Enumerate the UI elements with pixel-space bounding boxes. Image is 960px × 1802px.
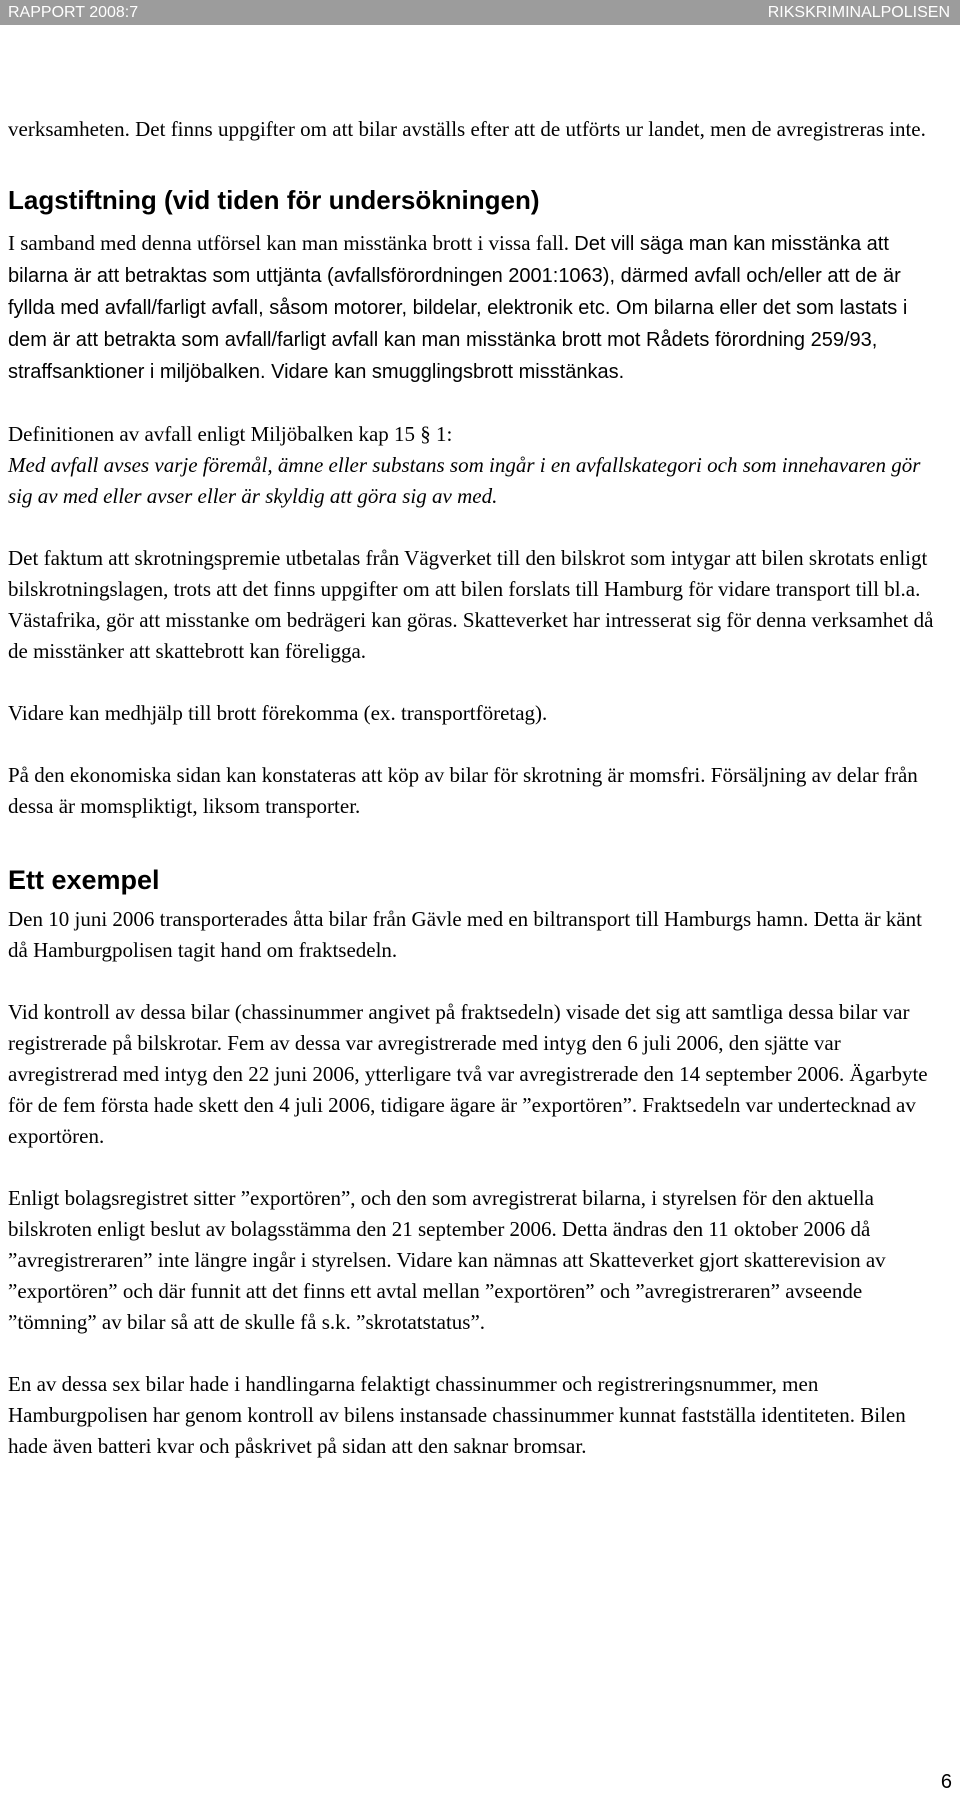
paragraph-continuation: verksamheten. Det finns uppgifter om att bilar avställs efter att de utförts ur landet, men de avregistreras inte. xyxy=(8,117,926,141)
paragraph-example-control: Vid kontroll av dessa bilar (chassinummer angivet på fraktsedeln) visade det sig att samtliga dessa bilar var registrerade på bilskrotar. Fem av dessa var avregistrerade med intyg den 6 juli 2006, den sjätte var avregistrerad med intyg den 22 juni 2006, ytterligare två var avregistrerade den 14 september 2006. Ägarbyte för de fem första hade skett den 4 juli 2006, tidigare ägare är ”exportören”. Fraktsedeln var undertecknad av exportören. xyxy=(8,1000,928,1148)
report-id: RAPPORT 2008:7 xyxy=(8,4,139,21)
definition-intro: Definitionen av avfall enligt Miljöbalken kap 15 § 1: xyxy=(8,422,453,446)
organization-name: RIKSKRIMINALPOLISEN xyxy=(767,4,950,21)
paragraph-legislation xyxy=(8,228,938,388)
paragraph-scrapping-premium: Det faktum att skrotningspremie utbetalas från Vägverket till den bilskrot som intygar att bilen skrotats enligt bilskrotningslagen, trots att det finns uppgifter om att bilen forslats till Hamburg för vidare transport till bl.a. Västafrika, gör att misstanke om bedrägeri kan göras. Skatteverket har intresserat sig för denna verksamhet då de misstänker att skattebrott kan föreligga. xyxy=(8,546,934,663)
running-header xyxy=(0,0,960,25)
paragraph-example-registry: Enligt bolagsregistret sitter ”exportören”, och den som avregistrerat bilarna, i styrelsen för den aktuella bilskroten enligt beslut av bolagsstämma den 21 september 2006. Detta ändras den 11 oktober 2006 då ”avregistreraren” inte längre ingår i styrelsen. Vidare kan nämnas att Skatteverket gjort skatterevision av ”exportören” och där funnit att det finns ett avtal mellan ”exportören” och ”avregistreraren” avseende ”tömning” av bilar så att de skulle få s.k. ”skrotatstatus”. xyxy=(8,1186,886,1334)
page-number: 6 xyxy=(940,1771,952,1793)
section-heading-legislation: Lagstiftning (vid tiden för undersökningen) xyxy=(8,185,540,215)
document-body xyxy=(8,114,938,1462)
paragraph-legislation-intro: I samband med denna utförsel kan man misstänka brott i vissa fall. xyxy=(8,231,575,255)
paragraph-legislation-body: Det vill säga man kan misstänka att bilarna är att betraktas som uttjänta (avfallsförordningen 2001:1063), därmed avfall och/eller att de är fyllda med avfall/farligt avfall, såsom motorer, bildelar, elektronik etc. Om bilarna eller det som lastats i dem är att betrakta som avfall/farligt avfall kan man misstänka brott mot Rådets förordning 259/93, straffsanktioner i miljöbalken. Vidare kan smugglingsbrott misstänkas. xyxy=(8,233,908,383)
definition-quote: Med avfall avses varje föremål, ämne eller substans som ingår i en avfallskategori och som innehavaren gör sig av med eller avser eller är skyldig att göra sig av med. xyxy=(8,453,921,508)
paragraph-example-transport: Den 10 juni 2006 transporterades åtta bilar från Gävle med en biltransport till Hamburgs hamn. Detta är känt då Hamburgpolisen tagit hand om fraktsedeln. xyxy=(8,907,923,962)
section-heading-example: Ett exempel xyxy=(8,865,160,895)
paragraph-economic: På den ekonomiska sidan kan konstateras att köp av bilar för skrotning är momsfri. Försäljning av delar från dessa är momspliktigt, liksom transporter. xyxy=(8,763,918,818)
paragraph-complicity: Vidare kan medhjälp till brott förekomma (ex. transportföretag). xyxy=(8,701,548,725)
paragraph-example-chassis: En av dessa sex bilar hade i handlingarna felaktigt chassinummer och registreringsnummer, men Hamburgpolisen har genom kontroll av bilens instansade chassinummer kunnat fastställa identiteten. Bilen hade även batteri kvar och påskrivet på sidan att den saknar bromsar. xyxy=(8,1372,906,1458)
